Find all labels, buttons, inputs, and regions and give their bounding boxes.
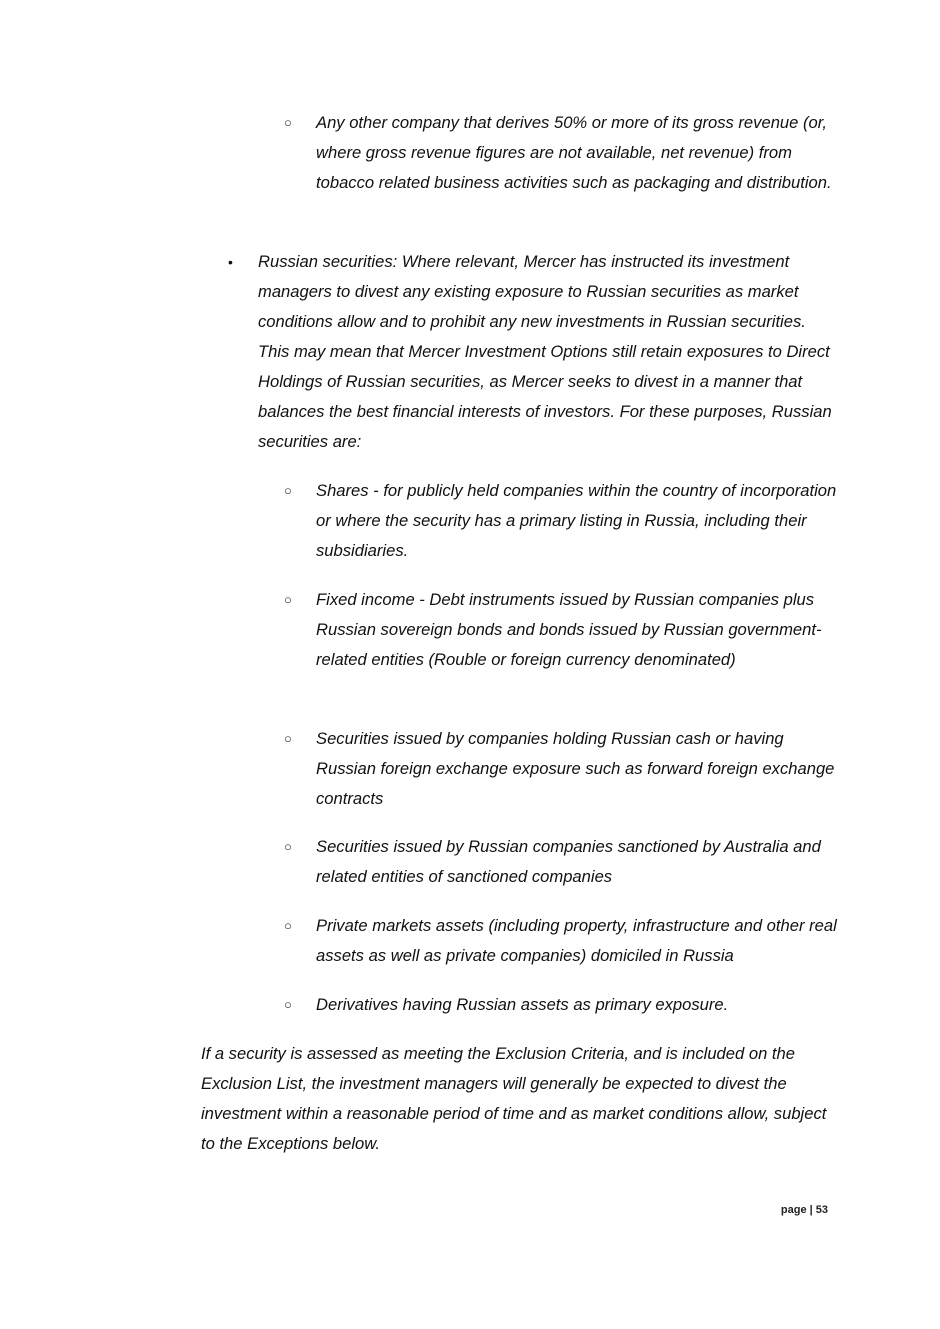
list-item-text: Securities issued by companies holding Russian cash or having Russian foreign exchange exposure such as forward foreign exchange contracts <box>316 729 835 808</box>
list-item-text: Any other company that derives 50% or more of its gross revenue (or, where gross revenue figures are not available, net revenue) from tobacco related business activities such as packaging and distribution. <box>316 113 832 192</box>
list-item-text: Securities issued by Russian companies sanctioned by Australia and related entities of sanctioned companies <box>316 837 821 886</box>
list-item-text: Private markets assets (including property, infrastructure and other real assets as well as private companies) domiciled in Russia <box>316 916 837 965</box>
hollow-circle-bullet-icon: ○ <box>284 115 292 130</box>
filled-circle-bullet-icon: • <box>228 254 233 270</box>
hollow-circle-bullet-icon: ○ <box>284 839 292 854</box>
list-item-cash-fx <box>284 724 838 814</box>
list-item-tobacco-revenue <box>284 108 838 198</box>
list-item-text: Fixed income - Debt instruments issued by Russian companies plus Russian sovereign bonds and bonds issued by Russian government-related entities (Rouble or foreign currency denominated) <box>316 590 822 669</box>
hollow-circle-bullet-icon: ○ <box>284 731 292 746</box>
hollow-circle-bullet-icon: ○ <box>284 592 292 607</box>
list-item-russian-securities <box>228 247 838 457</box>
list-item-text: Derivatives having Russian assets as primary exposure. <box>316 995 729 1014</box>
page-number: page | 53 <box>780 1204 828 1216</box>
list-item-text: Russian securities: Where relevant, Mercer has instructed its investment managers to divest any existing exposure to Russian securities as market conditions allow and to prohibit any new investments in Russian securities. This may mean that Mercer Investment Options still retain exposures to Direct Holdings of Russian securities, as Mercer seeks to divest in a manner that balances the best financial interests of investors. For these purposes, Russian securities are: <box>258 252 832 451</box>
hollow-circle-bullet-icon: ○ <box>284 483 292 498</box>
list-item-derivatives <box>284 990 838 1020</box>
closing-paragraph: If a security is assessed as meeting the Exclusion Criteria, and is included on the Exclusion List, the investment managers will generally be expected to divest the investment within a reasonable period of time and as market conditions allow, subject to the Exceptions below. <box>201 1044 827 1153</box>
hollow-circle-bullet-icon: ○ <box>284 918 292 933</box>
list-item-sanctioned <box>284 832 838 892</box>
list-item-shares <box>284 476 838 566</box>
list-item-private-markets <box>284 911 838 971</box>
list-item-fixed-income <box>284 585 838 675</box>
list-item-text: Shares - for publicly held companies within the country of incorporation or where the security has a primary listing in Russia, including their subsidiaries. <box>316 481 837 560</box>
hollow-circle-bullet-icon: ○ <box>284 997 292 1012</box>
